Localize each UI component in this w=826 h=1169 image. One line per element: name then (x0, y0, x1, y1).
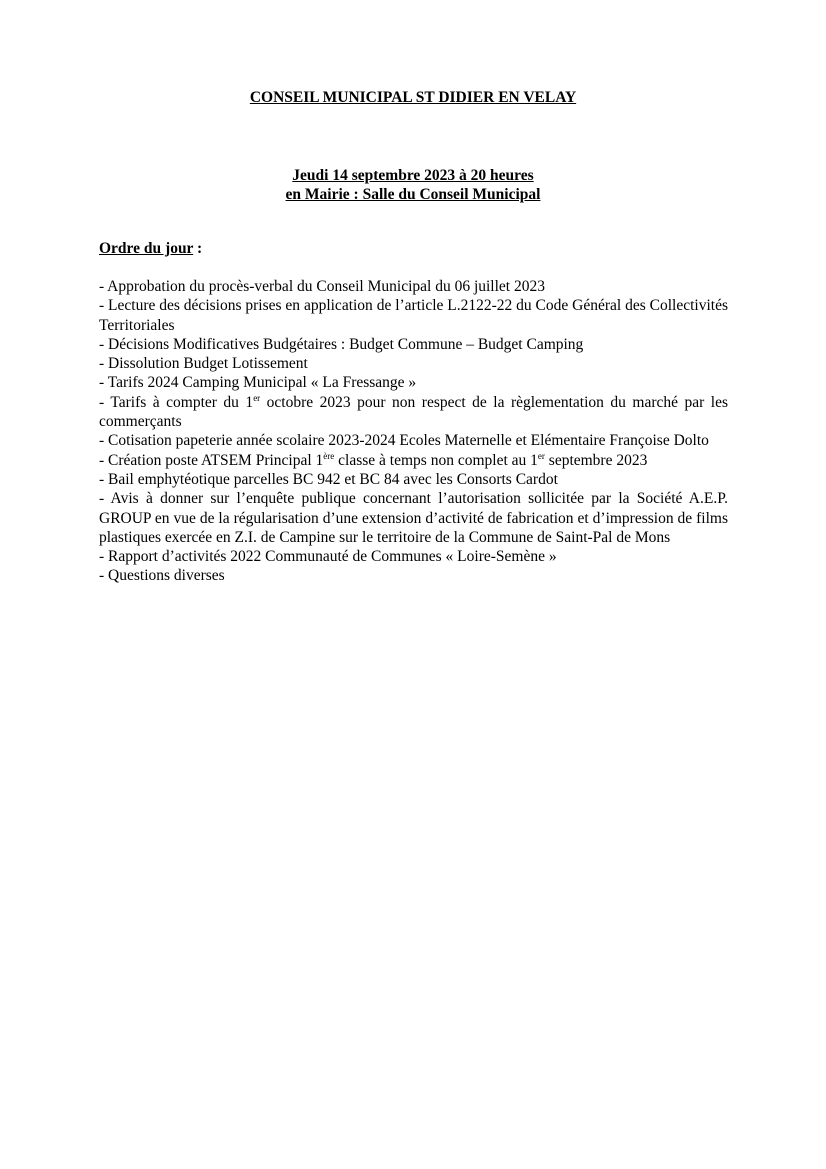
agenda-item: - Tarifs 2024 Camping Municipal « La Fressange » (99, 374, 417, 392)
agenda-item (99, 393, 728, 432)
agenda-item (99, 451, 728, 470)
agenda-heading (99, 239, 202, 258)
agenda-item: - Cotisation papeterie année scolaire 2023-2024 Ecoles Maternelle et Elémentaire Françoise Dolto (99, 432, 709, 450)
ordinal-suffix: er (253, 392, 261, 403)
meeting-place: en Mairie : Salle du Conseil Municipal (285, 186, 541, 203)
agenda-item: - Questions diverses (99, 567, 225, 585)
agenda-item: - Bail emphytéotique parcelles BC 942 et BC 84 avec les Consorts Cardot (99, 470, 558, 488)
agenda-item: - Avis à donner sur l’enquête publique concernant l’autorisation sollicitée par la Société A.E.P. GROUP en vue de la régularisation d’une extension d’activité de fabrication et d’impression de films plastiques exercée en Z.I. de Campine sur le territoire de la Commune de Saint-Pal de Mons (99, 490, 728, 546)
agenda-item: - Dissolution Budget Lotissement (99, 355, 308, 373)
agenda-item-text: octobre 2023 pour non respect de la règlementation du marché par les commerçants (99, 393, 728, 431)
agenda-heading-colon: : (193, 240, 203, 257)
meeting-date: Jeudi 14 septembre 2023 à 20 heures (292, 167, 534, 184)
agenda-item: - Rapport d’activités 2022 Communauté de Communes « Loire-Semène » (99, 548, 557, 566)
ordinal-suffix: er (537, 450, 545, 461)
agenda-item-text: septembre 2023 (544, 451, 648, 469)
agenda-item: - Approbation du procès-verbal du Conseil Municipal du 06 juillet 2023 (99, 278, 545, 295)
meeting-info (0, 166, 826, 204)
document-title: CONSEIL MUNICIPAL ST DIDIER EN VELAY (249, 89, 577, 106)
agenda-heading-label: Ordre du jour (99, 240, 194, 257)
agenda-list (99, 277, 728, 586)
agenda-item: - Décisions Modificatives Budgétaires : Budget Commune – Budget Camping (99, 335, 584, 353)
agenda-item-text: - Création poste ATSEM Principal 1 (99, 451, 324, 469)
agenda-item-text: - Tarifs à compter du 1 (99, 393, 254, 411)
ordinal-suffix: ère (323, 450, 335, 461)
agenda-item: - Lecture des décisions prises en application de l’article L.2122-22 du Code Général des Collectivités Territoriales (99, 297, 728, 334)
agenda-item-text: classe à temps non complet au 1 (334, 451, 538, 469)
